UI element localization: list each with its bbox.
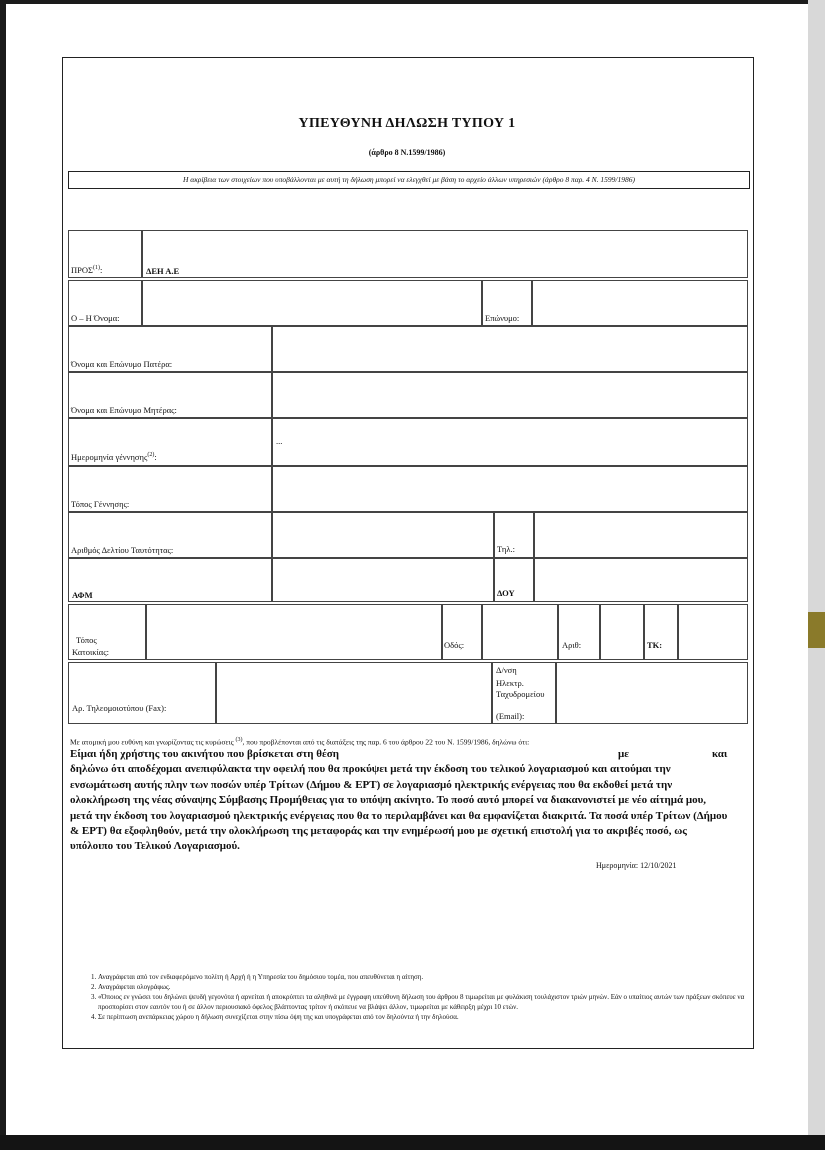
id-number-field[interactable] [272, 512, 494, 558]
declaration-first-line-c: και [712, 748, 728, 760]
street-label: Οδός: [444, 640, 465, 650]
email-label-line1: Δ/νση [496, 665, 517, 675]
residence-label-line2: Κατοικίας: [72, 647, 109, 657]
doy-label: ΔΟΥ [497, 588, 515, 598]
number-label-cell [558, 604, 600, 660]
number-label: Αριθ: [562, 640, 582, 650]
email-label-line4: (Email): [496, 711, 525, 721]
declaration-intro: Με ατομική μου ευθύνη και γνωρίζοντας τις κυρώσεις $^{(3)}$, που προβλέπονται από τις διατάξεις της παρ. 6 του άρθρου 22 του Ν. 1599/1986, δηλώνω ότι: [70, 737, 530, 747]
birth-date-value: ... [276, 436, 283, 446]
pros-value-cell[interactable] [142, 230, 748, 278]
phone-field[interactable] [534, 512, 748, 558]
id-number-label: Αριθμός Δελτίου Ταυτότητας: [71, 545, 174, 555]
pros-label: ΠΡΟΣ$^{(1)}$: [71, 265, 103, 275]
afm-label: ΑΦΜ [72, 590, 93, 600]
declaration-first-line-b: με [618, 748, 629, 760]
birth-date-label: Ημερομηνία γέννησης$^{(2)}$: [71, 452, 157, 462]
page-subtitle: (άρθρο 8 Ν.1599/1986) [368, 148, 446, 157]
tk-label-cell [644, 604, 678, 660]
email-field[interactable] [556, 662, 748, 724]
footnote-4: 4. Σε περίπτωση ανεπάρκειας χώρου η δήλωση συνεχίζεται στην πίσω όψη της και υπογράφεται από τον δηλούντα ή την δηλούσα. [98, 1012, 758, 1022]
surname-field[interactable] [532, 280, 748, 326]
name-field[interactable] [142, 280, 482, 326]
residence-field[interactable] [146, 604, 442, 660]
email-label-line3: Ταχυδρομείου [496, 689, 545, 699]
date-line: Ημερομηνία: 12/10/2021 [596, 861, 677, 870]
birth-date-field[interactable] [272, 418, 748, 466]
afm-field[interactable] [272, 558, 494, 602]
page-title: ΥΠΕΥΘΥΝΗ ΔΗΛΩΣΗ ΤΥΠΟΥ 1 [298, 116, 516, 131]
declaration-first-line [70, 747, 730, 762]
name-label: Ο – Η Όνομα: [71, 313, 120, 323]
fax-field[interactable] [216, 662, 492, 724]
footnote-3: 3. «Όποιος εν γνώσει του δηλώνει ψευδή γεγονότα ή αρνείται ή αποκρύπτει τα αληθινά με έγγραφη υπεύθυνη δήλωση του άρθρου 8 τιμωρείται με φυλάκιση τουλάχιστον τριών μηνών. Εάν ο υπαίτιος αυτών των πράξεων σκόπευε να προσπορίσει στον εαυτόν του ή σε άλλον περιουσιακό όφελος βλάπτοντας τρίτον ή σκόπευε να βλάψει άλλον, τιμωρείται με κάθειρξη μέχρι 10 ετών. [98, 992, 758, 1012]
declaration-first-line-a: Είμαι ήδη χρήστης του ακινήτου που βρίσκεται στη θέση [70, 748, 339, 760]
fax-label-cell [68, 662, 216, 724]
document-page [6, 4, 808, 1135]
declaration-body: δηλώνω ότι αποδέχομαι ανεπιφύλακτα την οφειλή που θα προκύψει μετά την έκδοση του τελικού λογαριασμού και αιτούμαι την ενσωμάτωση αυτής πλην των ποσών υπέρ Τρίτων (Δήμου & ΕΡΤ) σε λογαριασμό ηλεκτρικής ενέργειας που θα εκδοθεί μετά την ολοκλήρωση της νέας σύναψης Σύμβασης Προμήθειας για το υπόψη ακίνητο. Το ποσό αυτό μπορεί να διακανονιστεί με νέο αίτημά μου, μετά την έκδοση του λογαριασμού ηλεκτρικής ενέργειας που θα το περιλαμβάνει και θα εμφανίζεται διακριτά. Τα ποσά υπέρ Τρίτων (Δήμου & ΕΡΤ) θα εξοφληθούν, μετά την ολοκλήρωση της μεταφοράς και την ενημέρωσή μου με σχετική επιστολή για το ακριβές ποσό, ως υπόλοιπο του Τελικού Λογαριασμού. [70, 763, 728, 853]
footnote-1: 1. Αναγράφεται από τον ενδιαφερόμενο πολίτη ή Αρχή ή η Υπηρεσία του δημόσιου τομέα, που απευθύνεται η αίτηση. [98, 972, 758, 982]
email-label-line2: Ηλεκτρ. [496, 678, 524, 688]
father-field[interactable] [272, 326, 748, 372]
pros-value: ΔΕΗ Α.Ε [146, 266, 180, 276]
viewer-side-panel [808, 0, 825, 1150]
surname-label: Επώνυμο: [485, 313, 520, 323]
declaration-text [70, 747, 730, 855]
footnote-2: 2. Αναγράφεται ολογράφως. [98, 982, 758, 992]
number-field[interactable] [600, 604, 644, 660]
fax-label: Αρ. Τηλεομοιοτύπου (Fax): [72, 703, 167, 713]
mother-field[interactable] [272, 372, 748, 418]
viewer-bottom-edge [0, 1135, 825, 1150]
tk-field[interactable] [678, 604, 748, 660]
residence-label-line1: Τόπος [76, 635, 97, 645]
street-field[interactable] [482, 604, 558, 660]
phone-label: Τηλ.: [497, 544, 515, 554]
mother-label: Όνομα και Επώνυμο Μητέρας: [71, 405, 177, 415]
tk-label: ΤΚ: [647, 640, 663, 650]
birth-place-field[interactable] [272, 466, 748, 512]
afm-label-cell [68, 558, 272, 602]
footnotes [84, 972, 758, 1022]
accuracy-note: Η ακρίβεια των στοιχείων που υποβάλλονται με αυτή τη δήλωση μπορεί να ελεγχθεί με βάση το αρχείο άλλων υπηρεσιών (άρθρο 8 παρ. 4 Ν. 1599/1986) [68, 171, 750, 189]
birth-place-label: Τόπος Γέννησης: [71, 499, 130, 509]
father-label: Όνομα και Επώνυμο Πατέρα: [71, 359, 173, 369]
doy-field[interactable] [534, 558, 748, 602]
side-panel-highlight [808, 612, 825, 648]
street-label-cell [442, 604, 482, 660]
